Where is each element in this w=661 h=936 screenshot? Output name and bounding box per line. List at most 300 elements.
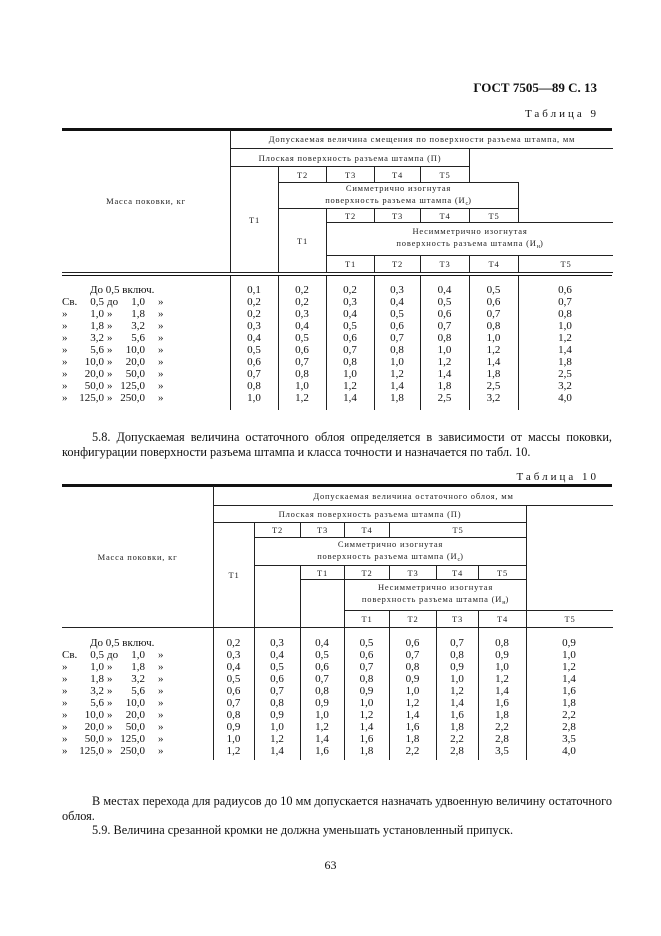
table-value: 0,5 [359,637,374,649]
mass-range-cell [62,649,230,661]
table-value: 0,5 [390,308,404,320]
table-value: 1,0 [450,673,464,685]
mass-range-part: 1,8 [131,308,145,320]
header-text: Т5 [560,259,572,269]
table-value: 0,2 [247,296,261,308]
mass-range-part: » [158,320,164,332]
class-header [469,255,519,273]
table-value: 0,5 [295,332,309,344]
main-header-label [269,133,575,145]
header-text: поверхность разъема штампа (И [317,550,458,561]
table-value: 2,2 [405,745,420,757]
table-value: 0,8 [359,673,374,685]
mass-range-part: 50,0 [84,733,104,745]
class-header-label [452,567,463,579]
mass-range-part: » [158,733,164,745]
table-value: 0,2 [295,284,309,296]
table-value: 0,2 [247,308,261,320]
mass-range-part: 5,6 [90,697,104,709]
class-header [518,255,613,273]
mass-range-cell [62,332,230,344]
mass-range-part: » [107,308,113,320]
table-value: 0,4 [343,308,357,320]
mass-range-part: 3,2 [90,332,104,344]
table-value: 2,5 [486,380,501,392]
table-value: 1,0 [315,709,329,721]
class-header [420,208,470,223]
paragraph-5-8: 5.8. Допускаемая величина остаточного облоя определяется в зависимости от массы поковки, конфигурации поверхности разъема штампа и класса точности и назначается по табл. 10. [62,430,612,459]
mass-range-part: » [62,356,68,368]
mass-header-label [106,195,186,207]
header-text: Т4 [488,259,500,269]
table-value: 1,4 [315,733,329,745]
table-value: 2,5 [437,392,452,404]
mass-range-cell [62,296,230,308]
header-text: ) [460,550,464,561]
asymmetric-surface-header-label [362,581,509,609]
table-value: 1,6 [562,685,576,697]
mass-range-part: 10,0 [84,356,104,368]
table-value: 1,0 [226,733,241,745]
class-header [254,522,301,538]
table-value: 0,4 [226,661,241,673]
mass-range-part: » [62,709,68,721]
table-value: 0,9 [226,721,241,733]
table-value: 1,0 [295,380,309,392]
table-value: 0,7 [226,697,241,709]
mass-range-cell [62,685,230,697]
table-value: 0,3 [295,308,309,320]
class-header-label [497,613,508,625]
table-value: 0,6 [343,332,357,344]
mass-range-part: » [62,661,68,673]
table-value: 0,4 [437,284,452,296]
table-value: 0,5 [247,344,261,356]
class-header [213,522,255,628]
class-header [526,610,613,628]
mass-range-part: 0,5 [90,296,104,308]
mass-range-part: 20,0 [84,721,104,733]
header-text: Т5 [496,567,509,578]
mass-range-part: 1,8 [90,320,104,332]
mass-range-cell [62,733,230,745]
class-header [344,565,390,580]
table-value: 0,7 [247,368,261,380]
header-text: Т3 [439,259,451,269]
main-header [213,486,613,506]
table-value: 1,2 [405,697,420,709]
table-value: 0,3 [226,649,241,661]
mass-range-part: » [107,709,113,721]
page-number: 63 [324,858,337,872]
table-value: 1,6 [359,733,374,745]
mass-range-part: » [107,332,113,344]
mass-range-part: 1,8 [131,661,145,673]
table-value: 0,8 [390,344,404,356]
class-header-label [361,524,372,536]
table-value: 1,0 [247,392,261,404]
table-value: 0,8 [450,649,464,661]
class-header-label [297,169,308,181]
table-value: 1,2 [359,709,374,721]
mass-range-part: 125,0 [79,392,104,404]
table-value: 0,7 [295,356,309,368]
table-value: 0,9 [562,637,576,649]
class-header-label [392,169,403,181]
header-text: Т4 [496,614,509,624]
table-value: 1,2 [295,392,309,404]
page-header: ГОСТ 7505—89 С. 13 [473,80,597,95]
class-header-label [407,567,418,579]
header-text: Т2 [344,210,357,221]
table-value: 0,8 [270,697,284,709]
table-value: 0,6 [390,320,404,332]
header-text: Т1 [361,614,373,624]
table-value: 0,7 [359,661,374,673]
asymmetric-surface-header-label [396,225,543,253]
table-value: 0,1 [247,284,261,296]
class-header [469,208,519,223]
table-value: 1,6 [405,721,420,733]
table-value: 0,5 [486,284,501,296]
mass-range-part: » [62,721,68,733]
header-text: Симметрично изогнутая [345,182,452,193]
table-value: 1,2 [486,344,501,356]
header-text: Т4 [361,525,373,535]
class-header-label [317,524,328,536]
table-value: 1,4 [343,392,357,404]
header-text: Т2 [407,614,419,624]
table-value: 0,7 [558,296,572,308]
mass-range-part: » [62,685,68,697]
mass-range-part: » [62,745,68,757]
table-value: 0,9 [315,697,329,709]
table-value: 0,5 [437,296,452,308]
header-text: н [536,244,540,250]
header-text: Масса поковки, кг [106,196,186,206]
class-header-label [345,258,356,270]
class-header-label [392,210,403,222]
table-value: 0,4 [315,637,329,649]
table-value: 0,3 [390,284,404,296]
table-value: 1,6 [450,709,464,721]
table-value: 2,2 [495,721,509,733]
table-value: 1,0 [486,332,501,344]
table-value: 0,7 [315,673,329,685]
class-header-label [345,210,356,222]
table-value: 1,4 [562,673,576,685]
class-header [478,610,527,628]
table-value: 0,7 [343,344,357,356]
class-header [374,208,421,223]
table-value: 1,8 [558,356,572,368]
header-text: Т1 [316,567,329,578]
mass-range-part: 1,0 [131,296,145,308]
table-value: 1,2 [562,661,576,673]
asymmetric-surface-header [344,579,527,611]
table-value: 1,4 [270,745,284,757]
mass-range-part: » [158,308,164,320]
header-text: с [457,556,461,563]
header-text: Т3 [407,567,419,578]
header-text: Масса поковки, кг [97,551,178,562]
table-value: 4,0 [562,745,576,757]
table-value: 2,8 [495,733,509,745]
table-value: 0,4 [295,320,309,332]
table-value: 1,2 [437,356,452,368]
table-value: 2,2 [562,709,576,721]
mass-range-part: » [158,673,164,685]
class-header-label [452,524,463,536]
class-header-label [488,210,499,222]
main-header-label [313,490,513,502]
mass-range-part: » [158,392,164,404]
mass-range-part: » [107,685,113,697]
mass-range-part: » [107,368,113,380]
table-value: 0,2 [295,296,309,308]
class-header [344,522,390,538]
class-header [278,208,327,273]
table-value: 0,3 [247,320,261,332]
table-value: 1,2 [315,721,329,733]
flat-surface-header-label [259,152,442,164]
table-value: 0,8 [486,320,501,332]
paragraph-5-9: 5.9. Величина срезанной кромки не должна уменьшать установленный припуск. [92,823,514,837]
class-header-label [439,169,450,181]
mass-range-part: Св. [62,649,78,661]
header-text: ) [468,194,472,205]
table-value: 0,6 [405,637,420,649]
mass-range-part: 20,0 [84,368,104,380]
class-header-label [249,214,260,226]
header-text: Т3 [451,614,464,624]
mass-range-part: » [158,332,164,344]
mass-range-cell [62,320,230,332]
table-value: 0,6 [486,296,501,308]
header-text: Т3 [344,169,357,180]
mass-range-part: » [62,332,68,344]
table-value: 1,8 [450,721,464,733]
table-value: 1,0 [437,344,452,356]
mass-range-part: » [62,697,68,709]
table-value: 0,8 [343,356,357,368]
mass-range-part: Св. [62,296,78,308]
mass-range-part: 125,0 [120,380,145,392]
class-header-label [439,210,450,222]
class-header [436,565,479,580]
mass-range-part: 3,2 [131,320,145,332]
table-value: 1,4 [390,380,404,392]
mass-range-part: 5,6 [131,332,145,344]
mass-range-part: 3,2 [131,673,145,685]
table-value: 0,6 [437,308,452,320]
class-header [278,166,327,183]
mass-range-part: 20,0 [125,356,145,368]
mass-range-part: » [107,733,113,745]
class-header [326,166,375,183]
mass-range-part: » [107,697,113,709]
mass-range-cell [62,344,230,356]
table-value: 1,0 [562,649,576,661]
mass-range-part: » [158,745,164,757]
class-header-label [560,258,571,270]
header-text: Т1 [344,259,357,269]
table-value: 0,6 [315,661,329,673]
header-text: ) [539,238,544,248]
mass-range-part: » [158,709,164,721]
mass-range-part: 10,0 [125,344,145,356]
class-header [420,255,470,273]
header-text: Т4 [451,567,464,578]
table-value: 0,9 [359,685,374,697]
table-value: 1,0 [359,697,374,709]
mass-range-part: » [62,308,68,320]
mass-range-part: » [107,320,113,332]
mass-range-part: 250,0 [120,392,145,404]
table-value: 1,6 [315,745,329,757]
table-value: 1,8 [390,392,404,404]
table-value: 0,8 [405,661,420,673]
header-text: Т2 [271,525,284,535]
table-value: 0,4 [270,649,284,661]
table-value: 3,5 [495,745,509,757]
table9-double-rule [62,275,612,276]
mass-header [62,130,231,273]
table-value: 1,4 [558,344,572,356]
class-header [478,565,527,580]
table-value: 1,2 [390,368,404,380]
class-header-label [361,613,372,625]
mass-range-cell [62,637,230,649]
mass-range-part: 5,6 [131,685,145,697]
mass-range-part: » [158,649,164,661]
table-value: 1,0 [270,721,284,733]
class-header [326,208,375,223]
class-header-label [564,613,575,625]
class-header [389,522,527,538]
table-value: 0,3 [270,637,284,649]
paragraph-transition: В местах перехода для радиусов до 10 мм допускается назначать удвоенную величину остаточного облоя. [62,794,612,823]
table-value: 1,0 [558,320,572,332]
mass-range-part: » [158,344,164,356]
mass-range-part: » [62,320,68,332]
mass-range-part: » [62,380,68,392]
symmetric-surface-header [254,537,527,566]
mass-range-part: 125,0 [120,733,145,745]
main-header [230,130,613,149]
mass-range-part: 3,2 [90,685,104,697]
table-value: 1,6 [495,697,509,709]
table-value: 0,7 [450,637,464,649]
header-text: Т2 [296,169,309,180]
table-value: 0,8 [226,709,241,721]
header-text: поверхность разъема штампа (И [325,194,466,205]
class-header-label [439,258,450,270]
table-value: 0,9 [405,673,420,685]
mass-range-part: » [62,733,68,745]
mass-range-part: 10,0 [84,709,104,721]
class-header-label [452,613,463,625]
table-value: 0,8 [495,637,509,649]
header-text: поверхность разъема штампа (И [396,238,537,248]
table-value: 1,2 [343,380,357,392]
class-header-label [488,258,499,270]
mass-range-cell [62,721,230,733]
table-value: 1,8 [405,733,420,745]
class-header-label [317,567,328,579]
class-header [374,166,421,183]
table-value: 1,8 [562,697,576,709]
mass-range-part: 125,0 [79,745,104,757]
symmetric-surface-header-label [325,182,472,210]
mass-range-part: 50,0 [84,380,104,392]
table-value: 1,0 [405,685,420,697]
table-value: 0,6 [359,649,374,661]
class-header-label [497,567,508,579]
mass-range-part: » [62,392,68,404]
table-value: 1,2 [270,733,284,745]
mass-range-part: 5,6 [90,344,104,356]
table-value: 1,0 [390,356,404,368]
table9-caption: Таблица 9 [524,108,599,120]
mass-range-part: » [107,721,113,733]
mass-range-cell [62,308,230,320]
table-value: 0,7 [405,649,420,661]
header-text: Плоская поверхность разъема штампа (П) [278,509,462,519]
header-text: Т5 [564,614,576,624]
mass-header-label [98,551,178,563]
table-value: 0,6 [270,673,284,685]
table-value: 1,8 [486,368,501,380]
table-value: 1,0 [343,368,357,380]
header-text: Несимметрично изогнутая [412,226,528,236]
table-value: 0,5 [315,649,329,661]
mass-range-part: » [62,344,68,356]
class-header-label [392,258,403,270]
mass-header [62,486,214,628]
mass-range-cell [62,284,230,296]
table-value: 0,8 [558,308,572,320]
table-value: 4,0 [558,392,572,404]
mass-range-part: 1,0 [131,649,145,661]
mass-range-part: 10,0 [125,697,145,709]
table-value: 1,2 [226,745,241,757]
table-value: 0,7 [390,332,404,344]
table-value: 1,4 [450,697,464,709]
mass-range-text: До 0,5 включ. [90,284,155,296]
header-text: Несимметрично изогнутая [377,582,494,592]
table-value: 1,2 [495,673,509,685]
mass-range-cell [62,380,230,392]
class-header-label [228,569,239,581]
header-text: поверхность разъема штампа (И [361,594,503,604]
table-value: 1,4 [486,356,501,368]
table-value: 0,6 [558,284,572,296]
mass-range-text: До 0,5 включ. [90,637,155,649]
header-text: Т2 [391,259,404,269]
table10-caption: Таблица 10 [516,471,599,483]
class-header [326,255,375,273]
table-value: 1,2 [450,685,464,697]
header-text: Т5 [452,525,464,535]
mass-range-part: » [107,745,113,757]
symmetric-surface-header [278,182,519,209]
mass-range-part: » [158,661,164,673]
mass-range-cell [62,709,230,721]
table-value: 2,2 [450,733,464,745]
blank-cell [254,565,301,628]
table-value: 0,5 [270,661,284,673]
